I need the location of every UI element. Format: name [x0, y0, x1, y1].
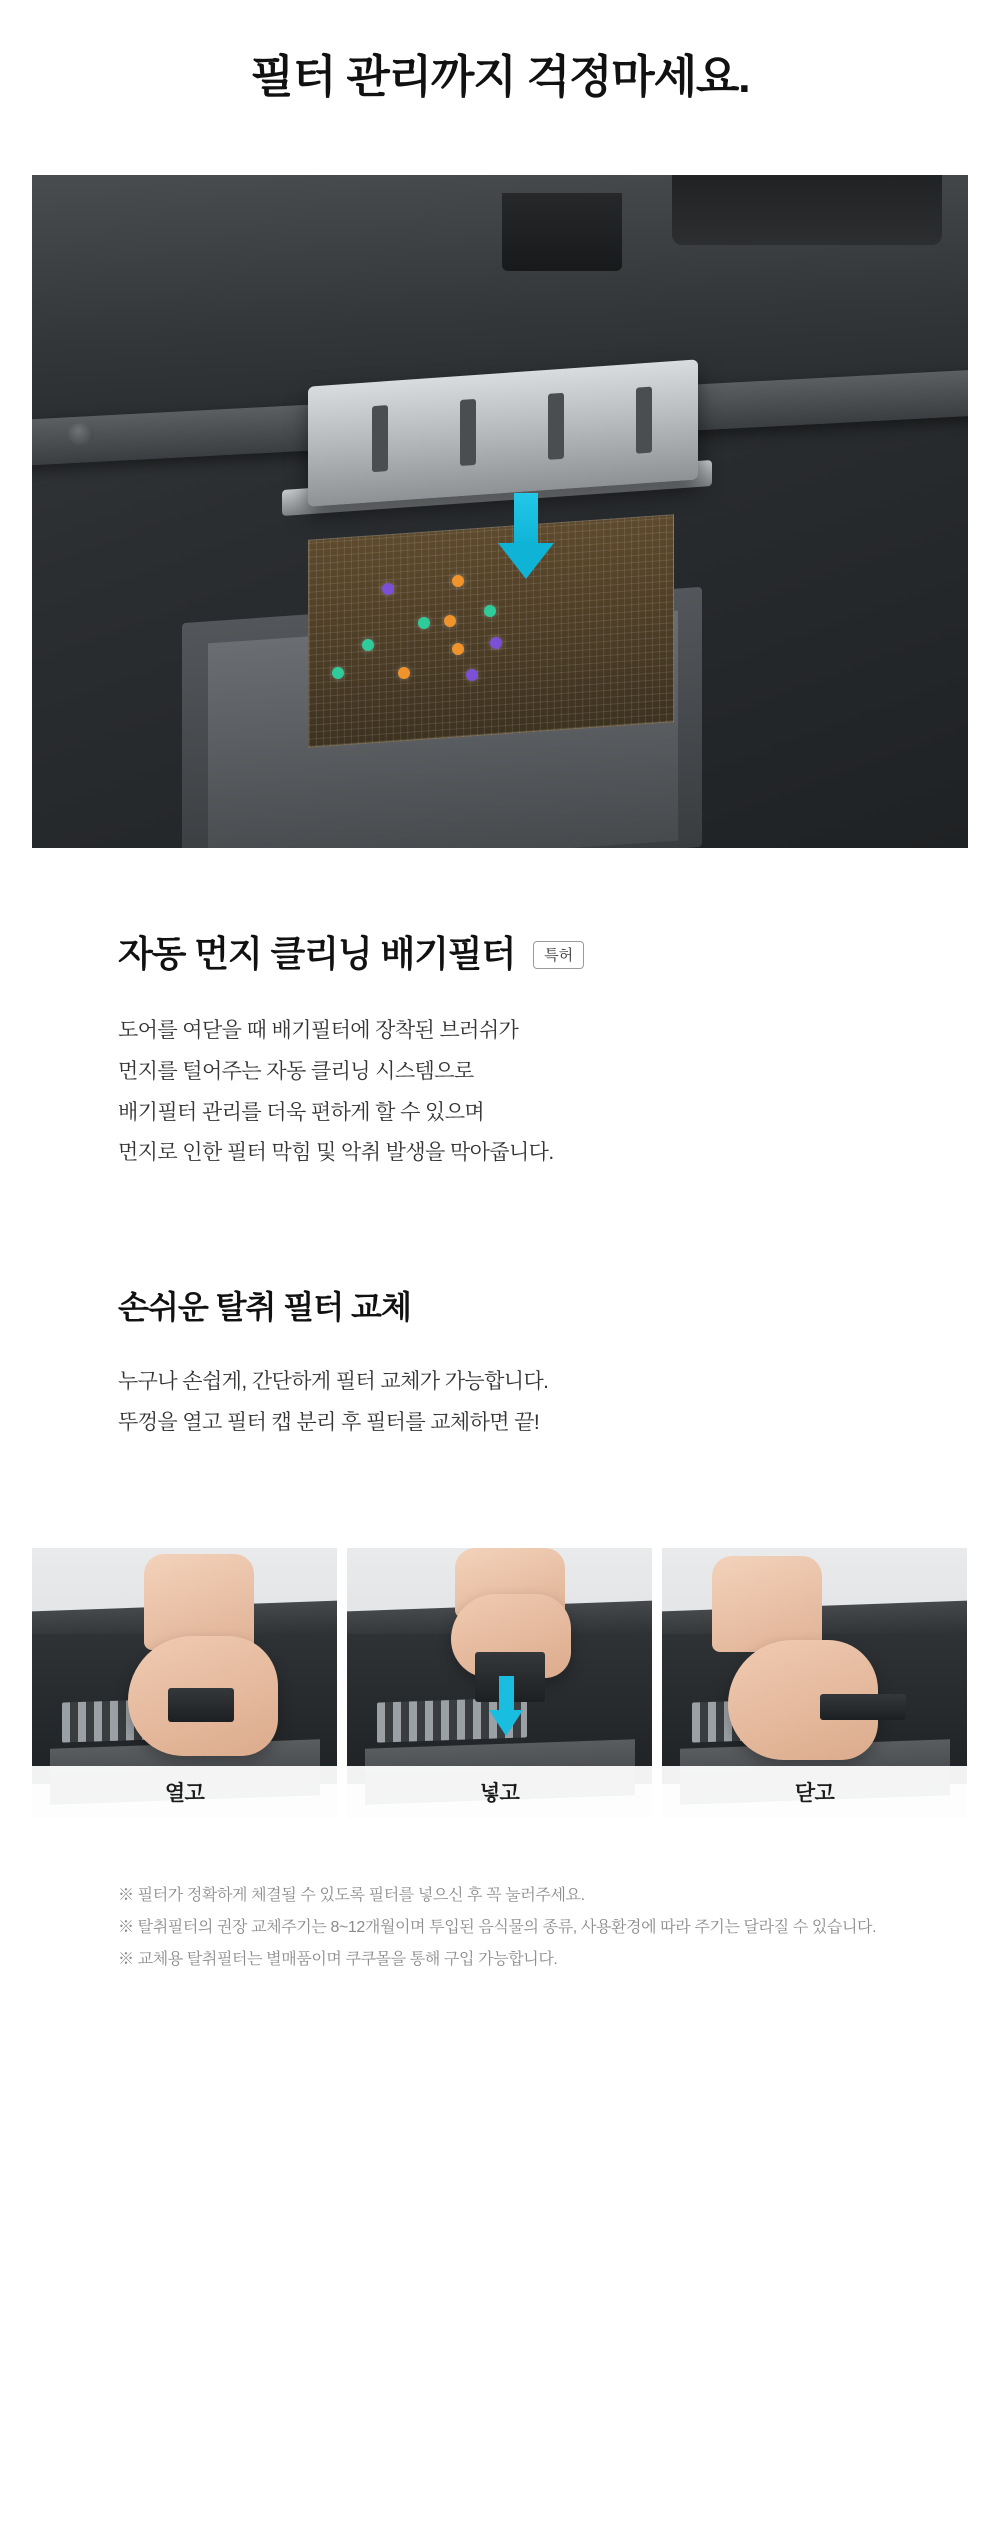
filter-mesh-shape: [308, 514, 674, 748]
section2-title: 손쉬운 탈취 필터 교체: [118, 1289, 411, 1326]
page-title: 필터 관리까지 걱정마세요.: [250, 51, 750, 103]
dust-particle: [444, 615, 456, 627]
filter-slot: [372, 405, 388, 472]
dust-particle: [452, 575, 464, 587]
section2-body: [118, 1362, 882, 1444]
dust-particle: [398, 667, 410, 679]
arrow-head: [489, 1710, 523, 1736]
hero-image-exhaust-filter: [32, 175, 968, 848]
arrow-stem: [514, 493, 538, 545]
step-close: [662, 1548, 967, 1818]
dust-particle: [484, 605, 496, 617]
screw-icon: [68, 423, 94, 445]
dust-particle: [382, 583, 394, 595]
section2-body-line: 누구나 손쉽게, 간단하게 필터 교체가 가능합니다.: [118, 1370, 549, 1394]
dust-particle: [362, 639, 374, 651]
dust-particle: [452, 643, 464, 655]
down-arrow-icon: [489, 1676, 523, 1738]
section2-body-line: 뚜껑을 열고 필터 캡 분리 후 필터를 교체하면 끝!: [118, 1411, 540, 1435]
filter-cap-shape: [168, 1688, 234, 1722]
dust-particle: [418, 617, 430, 629]
section1-title: 자동 먼지 클리닝 배기필터: [118, 932, 516, 974]
footnote: ※ 탈취필터의 권장 교체주기는 8~12개월이며 투입된 음식물의 종류, 사용환경에 따라 주기는 달라질 수 있습니다.: [118, 1919, 877, 1937]
dust-particle: [332, 667, 344, 679]
section1-body-line: 배기필터 관리를 더욱 편하게 할 수 있으며: [118, 1100, 485, 1124]
section1-body-line: 먼지를 털어주는 자동 클리닝 시스템으로: [118, 1059, 474, 1083]
arrow-head: [498, 543, 554, 579]
footnote: ※ 필터가 정확하게 체결될 수 있도록 필터를 넣으신 후 꼭 눌러주세요.: [118, 1887, 585, 1905]
step-caption: 열고: [32, 1766, 337, 1818]
filter-replacement-steps: [32, 1548, 968, 1818]
patent-badge: 특허: [533, 941, 584, 969]
section-auto-dust-cleaning: [0, 926, 1000, 1445]
filter-slot: [460, 399, 476, 466]
step-caption: 넣고: [347, 1766, 652, 1818]
forearm-shape: [712, 1556, 822, 1652]
step-caption: 닫고: [662, 1766, 967, 1818]
filter-cover-shape: [820, 1694, 906, 1720]
dust-particle: [490, 637, 502, 649]
filter-slot: [548, 392, 564, 459]
section1-body-line: 도어를 여닫을 때 배기필터에 장착된 브러쉬가: [118, 1018, 519, 1042]
section1-body: [118, 1011, 882, 1175]
footnotes: [118, 1880, 882, 1976]
section1-body-line: 먼지로 인한 필터 막힘 및 악취 발생을 막아줍니다.: [118, 1141, 554, 1165]
hinge-block-right: [672, 175, 942, 245]
hinge-block-left: [502, 193, 622, 271]
step-insert: [347, 1548, 652, 1818]
down-arrow-icon: [498, 493, 554, 579]
filter-slot: [636, 386, 652, 453]
dust-particle: [466, 669, 478, 681]
section1-title-row: [118, 926, 882, 977]
arrow-stem: [499, 1676, 514, 1712]
footnote: ※ 교체용 탈취필터는 별매품이며 쿠쿠몰을 통해 구입 가능합니다.: [118, 1951, 558, 1969]
step-open: [32, 1548, 337, 1818]
